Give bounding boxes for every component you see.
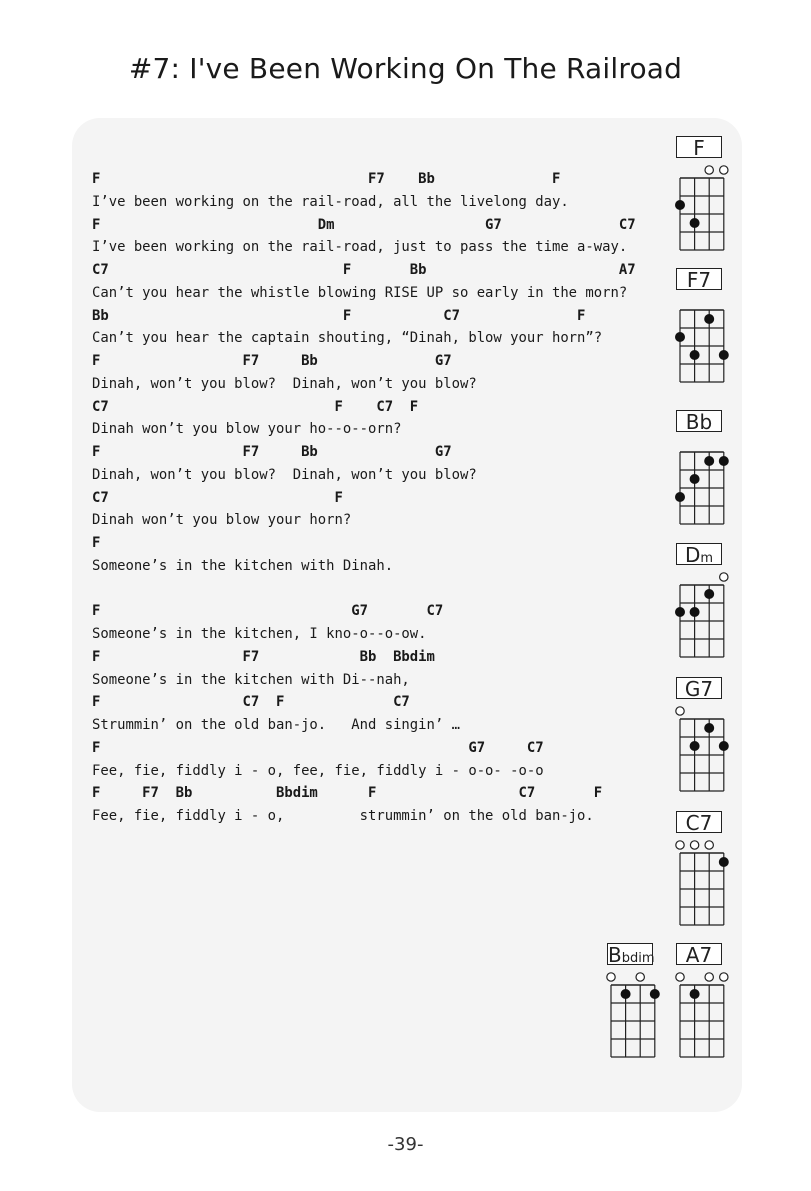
chord-line: Bb F C7 F	[92, 307, 586, 324]
chord-name-root: A7	[685, 943, 713, 967]
open-string-marker	[676, 707, 684, 715]
open-string-marker	[676, 973, 684, 981]
lyric-line: I’ve been working on the rail-road, all the livelong day.	[92, 193, 569, 210]
finger-dot	[719, 456, 729, 466]
open-string-marker	[705, 841, 713, 849]
chord-line: F F7 Bb Bbdim F C7 F	[92, 785, 603, 802]
chord-name-root: F7	[686, 268, 712, 292]
open-string-marker	[607, 973, 615, 981]
lyric-line: I’ve been working on the rail-road, just to pass the time a-way.	[92, 239, 628, 256]
lyric-line: Strummin’ on the old ban-jo. And singin’ …	[92, 717, 460, 733]
open-string-marker	[636, 973, 644, 981]
chord-line: F G7 C7	[92, 739, 544, 756]
chord-line: F	[92, 535, 101, 551]
lyric-line: Dinah, won’t you blow? Dinah, won’t you blow?	[92, 375, 477, 392]
fretboard-grid	[676, 136, 736, 256]
finger-dot	[704, 723, 714, 733]
stanza-gap	[92, 578, 672, 601]
finger-dot	[704, 314, 714, 324]
lyric-line: Someone’s in the kitchen, I kno-o--o-ow.	[92, 626, 427, 642]
lyric-line: Fee, fie, fiddly i - o, fee, fie, fiddly i - o-o- -o-o	[92, 762, 544, 779]
fretboard-grid	[676, 943, 736, 1063]
chord-name-root: D	[684, 543, 701, 567]
finger-dot	[690, 218, 700, 228]
fretboard-grid	[676, 677, 736, 797]
chord-line: C7 F C7 F	[92, 398, 419, 415]
finger-dot	[690, 989, 700, 999]
fretboard-grid	[607, 943, 667, 1063]
finger-dot	[719, 741, 729, 751]
finger-dot	[621, 989, 631, 999]
page-number: -39-	[387, 1134, 424, 1155]
finger-dot	[675, 332, 685, 342]
fretboard-grid	[676, 268, 736, 388]
finger-dot	[675, 200, 685, 210]
open-string-marker	[690, 841, 698, 849]
song-title: #7: I've Been Working On The Railroad	[128, 52, 683, 85]
lyric-line: Can’t you hear the whistle blowing RISE UP so early in the morn?	[92, 284, 628, 301]
finger-dot	[690, 607, 700, 617]
lyrics-block	[92, 168, 672, 828]
chord-name-root: Bb	[685, 410, 713, 434]
lyric-line: Fee, fie, fiddly i - o, strummin’ on the old ban-jo.	[92, 808, 594, 824]
chord-name-suffix: bdim	[621, 951, 655, 966]
lyric-line: Someone’s in the kitchen with Dinah.	[92, 557, 394, 574]
chord-line: F F7 Bb F	[92, 171, 561, 187]
open-string-marker	[705, 973, 713, 981]
finger-dot	[690, 474, 700, 484]
chord-name-root: B	[608, 943, 622, 967]
finger-dot	[675, 492, 685, 502]
finger-dot	[690, 350, 700, 360]
finger-dot	[704, 456, 714, 466]
finger-dot	[675, 607, 685, 617]
lyric-line: Dinah won’t you blow your ho--o--orn?	[92, 421, 402, 438]
fretboard-grid	[676, 811, 736, 931]
open-string-marker	[720, 166, 728, 174]
finger-dot	[719, 857, 729, 867]
lyric-line: Dinah won’t you blow your horn?	[92, 512, 352, 529]
chord-line: C7 F Bb A7	[92, 262, 636, 278]
lyric-line: Can’t you hear the captain shouting, “Dinah, blow your horn”?	[92, 330, 603, 347]
open-string-marker	[705, 166, 713, 174]
finger-dot	[704, 589, 714, 599]
finger-dot	[690, 741, 700, 751]
chord-line: F Dm G7 C7	[92, 216, 636, 233]
fretboard-grid	[676, 543, 736, 663]
lyric-line: Someone’s in the kitchen with Di--nah,	[92, 671, 410, 688]
open-string-marker	[676, 841, 684, 849]
open-string-marker	[720, 973, 728, 981]
open-string-marker	[720, 573, 728, 581]
chord-line: F F7 Bb Bbdim	[92, 648, 435, 665]
chord-line: F F7 Bb G7	[92, 444, 452, 460]
chord-line: F C7 F C7	[92, 694, 410, 711]
chord-name-root: F	[693, 136, 705, 160]
finger-dot	[650, 989, 660, 999]
fretboard-grid	[676, 410, 736, 530]
chord-name-suffix: m	[700, 551, 714, 566]
chord-name-root: C7	[685, 811, 713, 835]
chord-name-root: G7	[684, 677, 714, 701]
chord-line: F F7 Bb G7	[92, 353, 452, 369]
chord-line: C7 F	[92, 489, 343, 506]
finger-dot	[719, 350, 729, 360]
chord-line: F G7 C7	[92, 603, 444, 620]
lyric-line: Dinah, won’t you blow? Dinah, won’t you blow?	[92, 466, 477, 483]
